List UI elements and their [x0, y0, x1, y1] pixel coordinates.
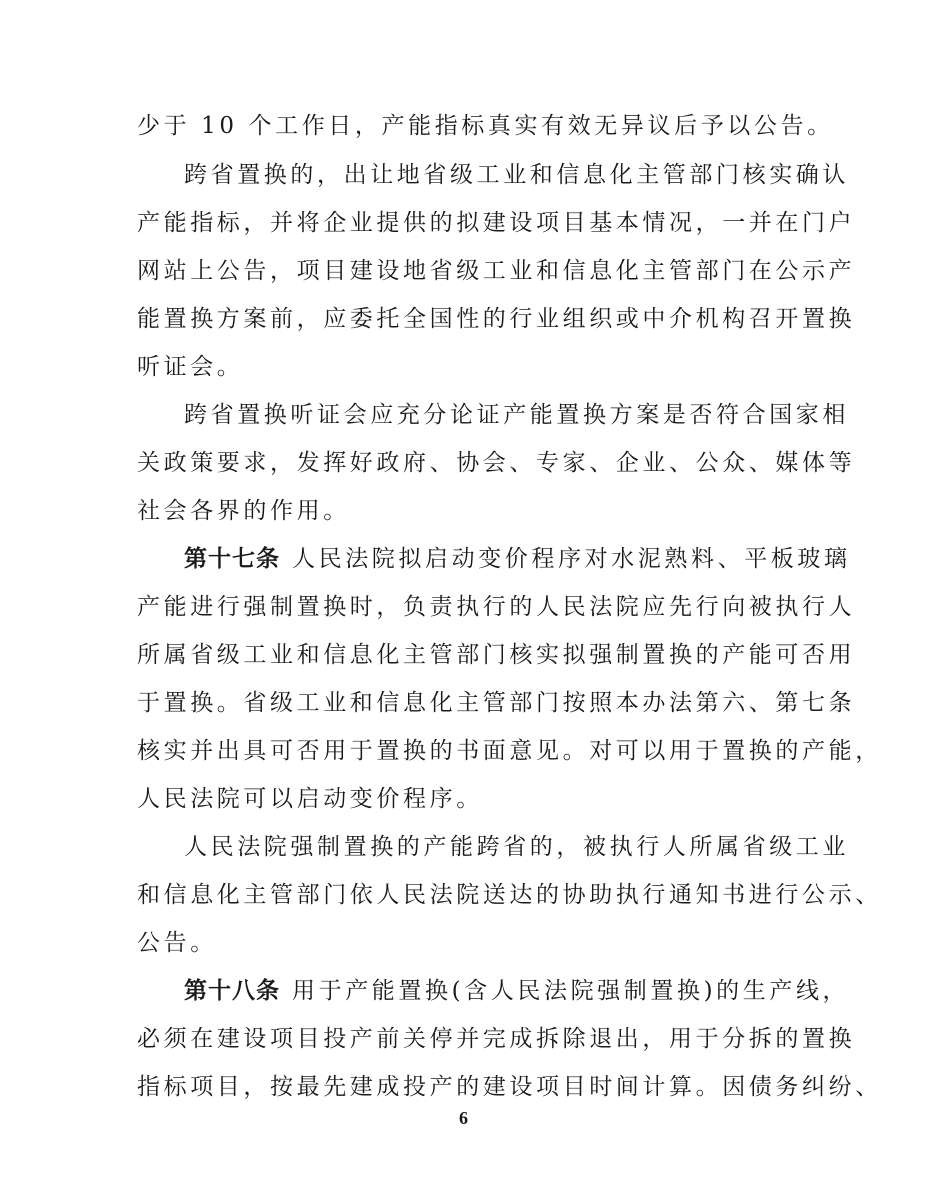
article-number: 第十八条	[184, 978, 280, 1004]
text-line: 听证会。	[137, 354, 244, 380]
text-line: 社会各界的作用。	[137, 498, 350, 524]
text-line: 人民法院可以启动变价程序。	[137, 786, 483, 812]
text-line: 指标项目，按最先建成投产的建设项目时间计算。因债务纠纷、	[137, 1074, 882, 1100]
text-line: 产能指标，并将企业提供的拟建设项目基本情况，一并在门户	[137, 210, 856, 236]
text-line: 和信息化主管部门依人民法院送达的协助执行通知书进行公示、	[137, 882, 882, 908]
text-line: 能置换方案前，应委托全国性的行业组织或中介机构召开置换	[137, 306, 856, 332]
page-number: 6	[459, 1108, 468, 1128]
article-number: 第十七条	[184, 546, 280, 572]
text-line: 必须在建设项目投产前关停并完成拆除退出，用于分拆的置换	[137, 1026, 856, 1052]
text-line: 于置换。省级工业和信息化主管部门按照本办法第六、第七条	[137, 690, 856, 716]
text-line: 公告。	[137, 930, 217, 956]
text-line: 网站上公告，项目建设地省级工业和信息化主管部门在公示产	[137, 258, 856, 284]
article-17-first-line: 第十七条 人民法院拟启动变价程序对水泥熟料、平板玻璃	[184, 546, 851, 572]
text-line: 产能进行强制置换时，负责执行的人民法院应先行向被执行人	[137, 594, 856, 620]
paragraph-first-line: 人民法院强制置换的产能跨省的，被执行人所属省级工业	[184, 834, 849, 860]
text-line: 关政策要求，发挥好政府、协会、专家、企业、公众、媒体等	[137, 450, 856, 476]
text-line: 核实并出具可否用于置换的书面意见。对可以用于置换的产能，	[137, 738, 882, 764]
article-18-first-line: 第十八条 用于产能置换(含人民法院强制置换)的生产线，	[184, 978, 850, 1004]
paragraph-first-line: 跨省置换听证会应充分论证产能置换方案是否符合国家相	[184, 402, 849, 428]
text-line: 少于 10 个工作日，产能指标真实有效无异议后予以公告。	[137, 113, 834, 139]
paragraph-first-line: 跨省置换的，出让地省级工业和信息化主管部门核实确认	[184, 162, 849, 188]
text-line: 所属省级工业和信息化主管部门核实拟强制置换的产能可否用	[137, 642, 856, 668]
